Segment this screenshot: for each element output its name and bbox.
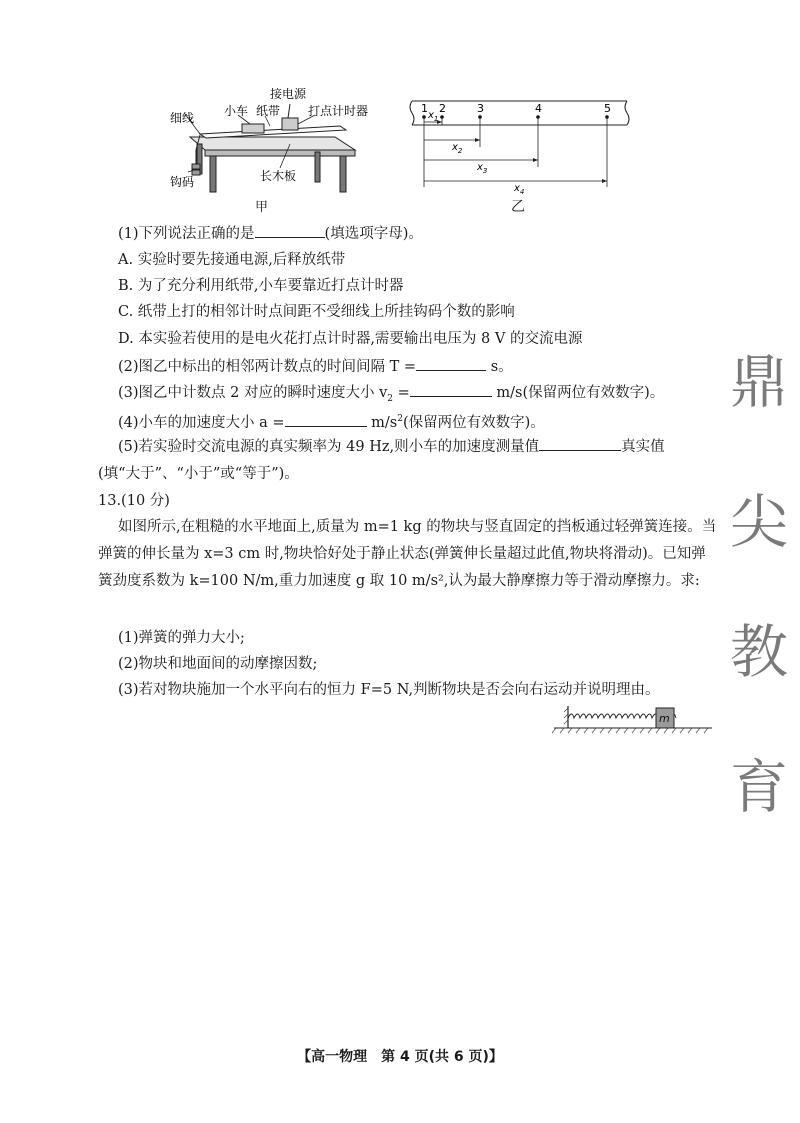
q12-part3: (3)图乙中计数点 2 对应的瞬时速度大小 $v_2 = m/s$(保留两位有效数字)。 <box>118 382 664 409</box>
distance-label: $x_4$ <box>514 183 525 196</box>
q13-sub2: (2)物块和地面间的动摩擦因数; <box>118 656 318 672</box>
apparatus-figure <box>160 82 369 212</box>
q13-sub1: (1)弹簧的弹力大小; <box>118 630 245 646</box>
label-string: 细线 <box>170 111 195 125</box>
label-weights: 钩码 <box>170 175 195 189</box>
label-cart: 小车 <box>224 104 249 118</box>
label-power: 接电源 <box>270 87 307 101</box>
page-footer: 【高一物理 第 4 页(共 6 页)】 <box>297 1049 503 1065</box>
answer-blank[interactable] <box>416 356 486 371</box>
q12-part1: (1)下列说法正确的是 (填选项字母)。 <box>118 223 423 244</box>
distance-label: $x_3$ <box>477 162 488 175</box>
caption-yi: 乙 <box>511 199 525 215</box>
answer-blank[interactable] <box>285 412 367 427</box>
tape-point-label: 1 <box>421 102 428 115</box>
q12-part5: (5)若实验时交流电源的真实频率为 49 Hz,则小车的加速度测量值 真实值 <box>118 436 665 457</box>
option-b: B. 为了充分利用纸带,小车要靠近打点计时器 <box>118 278 404 294</box>
option-a: A. 实验时要先接通电源,后释放纸带 <box>118 252 346 268</box>
q13-sub3: (3)若对物块施加一个水平向右的恒力 F=5 N,判断物块是否会向右运动并说明理由。 <box>118 682 660 698</box>
watermark-char: 尖 <box>730 488 789 556</box>
label-timer: 打点计时器 <box>308 104 369 118</box>
tape-figure <box>402 95 637 210</box>
watermark-char: 鼎 <box>730 348 789 416</box>
tape-point-label: 5 <box>604 102 611 115</box>
watermark-char: 教 <box>730 618 789 686</box>
answer-blank[interactable] <box>255 223 325 238</box>
tape-point-label: 4 <box>535 102 542 115</box>
q13-body: 如图所示,在粗糙的水平地面上,质量为 m=1 kg 的物块与竖直固定的挡板通过轻弹簧连接。当弹簧的伸长量为 x=3 cm 时,物块恰好处于静止状态(弹簧伸长量超过此值,物块将滑动)。已知弹簧劲度系数为 k=100 N/m,重力加速度 g 取 10 m/s²,认为最大静摩擦力等于滑动摩擦力。求: <box>98 519 717 589</box>
option-d: D. 本实验若使用的是电火花打点计时器,需要输出电压为 8 V 的交流电源 <box>118 331 583 347</box>
distance-label: $x_1$ <box>428 110 439 123</box>
q12-part4: (4)小车的加速度大小 $a = m/s^2$(保留两位有效数字)。 <box>118 409 545 433</box>
spring-figure <box>552 702 717 734</box>
q12-part5-cont: (填“大于”、“小于”或“等于”)。 <box>98 466 299 482</box>
answer-blank[interactable] <box>410 382 492 397</box>
block-label: m <box>659 712 670 725</box>
option-c: C. 纸带上打的相邻计时点间距不受细线上所挂钩码个数的影响 <box>118 304 515 320</box>
distance-label: $x_2$ <box>452 142 463 155</box>
q13-header: 13.(10 分) <box>98 493 170 509</box>
label-tape: 纸带 <box>256 104 281 118</box>
q12-part2: (2)图乙中标出的相邻两计数点的时间间隔 T = s。 <box>118 356 513 377</box>
tape-point-label: 3 <box>477 102 484 115</box>
watermark-char: 育 <box>730 753 789 821</box>
answer-blank[interactable] <box>539 436 621 451</box>
label-board: 长木板 <box>260 169 297 183</box>
caption-jia: 甲 <box>255 200 269 215</box>
tape-point-label: 2 <box>439 102 446 115</box>
